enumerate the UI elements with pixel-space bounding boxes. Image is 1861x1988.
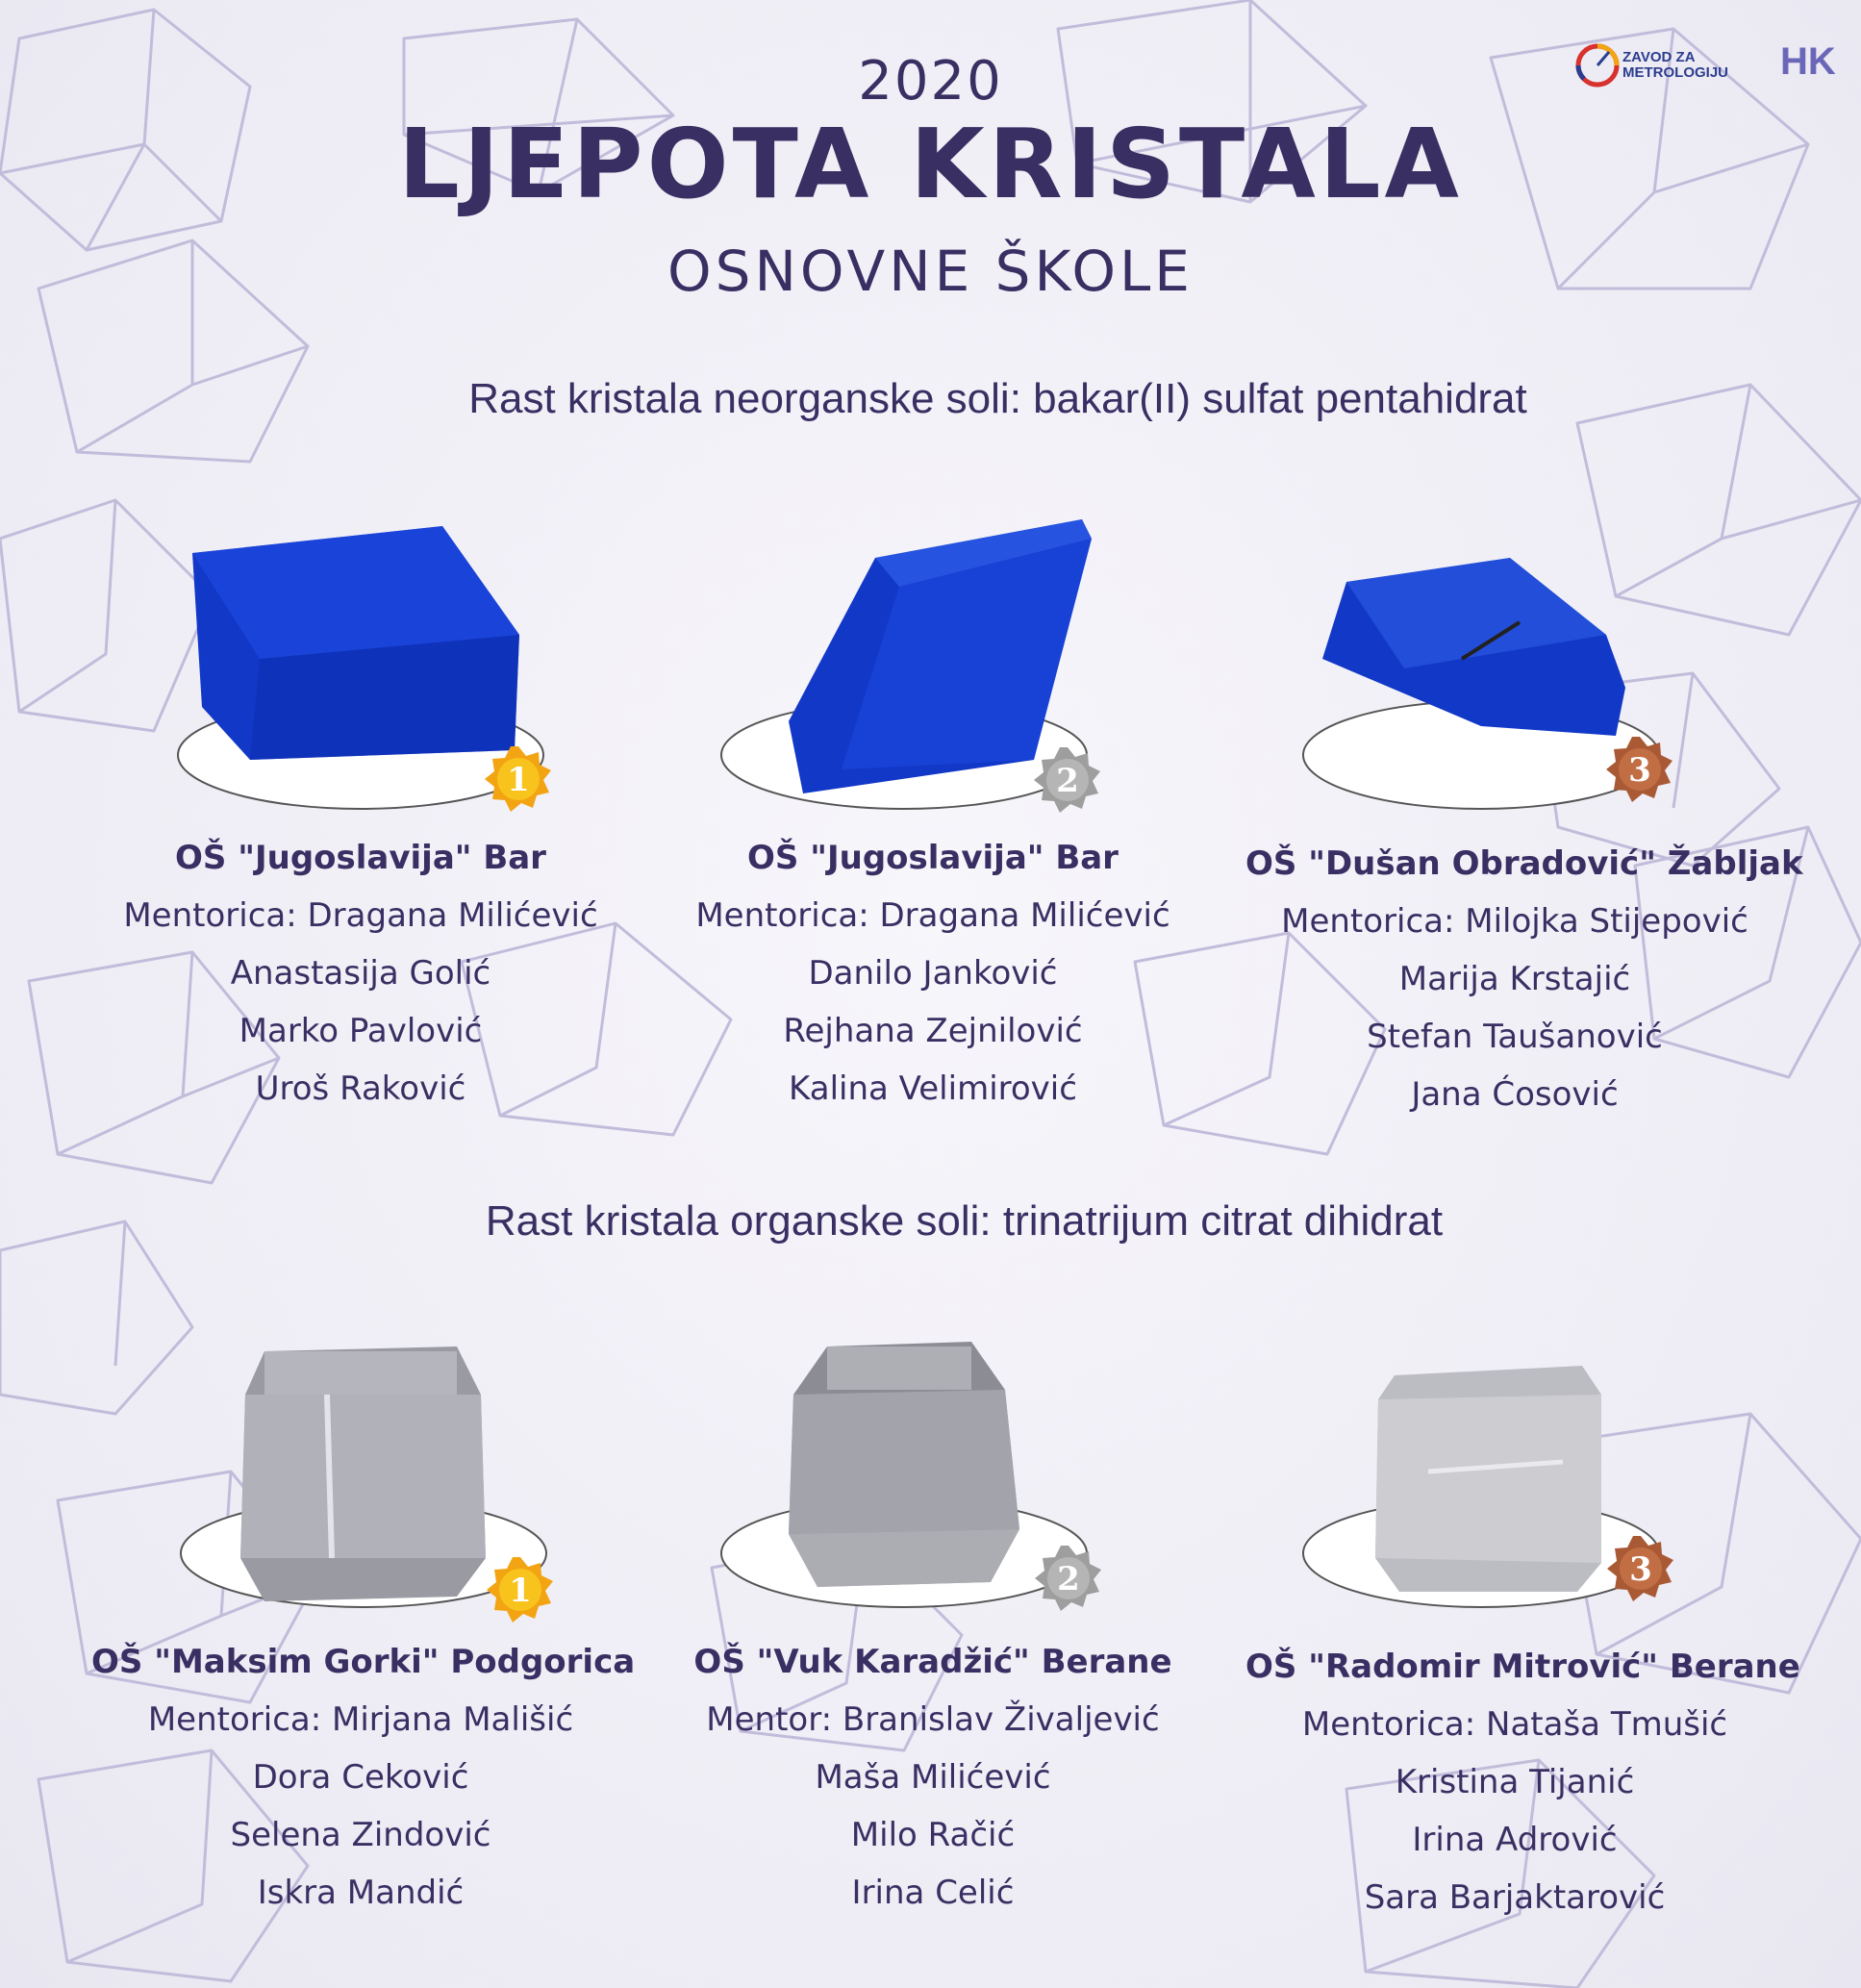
student-name: Uroš Raković: [255, 1069, 466, 1108]
student-name: Irina Adrović: [1412, 1821, 1618, 1859]
student-name: Milo Račić: [850, 1816, 1016, 1854]
mentor-name: Mentorica: Milojka Stijepović: [1281, 902, 1748, 941]
gold-medal-icon: [486, 1555, 555, 1624]
mentor-name: Mentorica: Dragana Milićević: [123, 896, 598, 935]
winner-card-3rd: [1245, 835, 1803, 1123]
student-name: Maša Milićević: [815, 1758, 1051, 1797]
medal-place-number: 1: [507, 761, 530, 799]
student-name: Iskra Mandić: [257, 1874, 465, 1912]
student-name: Kristina Tijanić: [1395, 1763, 1635, 1801]
page-subtitle: OSNOVNE ŠKOLE: [667, 239, 1194, 304]
school-name: OŠ "Dušan Obradović" Žabljak: [1245, 844, 1803, 883]
citrate-crystal-image: [236, 1337, 495, 1606]
student-name: Irina Celić: [851, 1874, 1015, 1912]
school-name: OŠ "Maksim Gorki" Podgorica: [91, 1643, 636, 1681]
sponsor-logos: [1574, 37, 1836, 96]
student-name: Danilo Janković: [808, 954, 1058, 993]
student-name: Dora Ceković: [252, 1758, 469, 1797]
school-name: OŠ "Jugoslavija" Bar: [747, 839, 1119, 877]
silver-medal-icon: [1033, 745, 1102, 815]
medal-place-number: 1: [509, 1572, 532, 1610]
winner-card-2nd: [664, 829, 1202, 1118]
mentor-name: Mentorica: Nataša Tmušić: [1301, 1705, 1728, 1744]
student-name: Selena Zindović: [230, 1816, 491, 1854]
mentor-name: Mentorica: Mirjana Mališić: [147, 1700, 574, 1739]
medal-place-number: 2: [1057, 1560, 1080, 1598]
winner-card-2nd: [664, 1633, 1202, 1922]
medal-place-number: 2: [1056, 762, 1079, 800]
student-name: Marija Krstajić: [1398, 960, 1631, 998]
student-name: Kalina Velimirović: [789, 1069, 1077, 1108]
school-name: OŠ "Vuk Karadžić" Berane: [693, 1643, 1172, 1681]
bronze-medal-icon: [1606, 1534, 1675, 1603]
year-label: 2020: [858, 50, 1003, 113]
school-name: OŠ "Radomir Mitrović" Berane: [1245, 1648, 1800, 1686]
metrology-institute-label: [1622, 50, 1728, 81]
student-name: Anastasija Golić: [230, 954, 491, 993]
student-name: Rejhana Zejnilović: [783, 1012, 1083, 1050]
bronze-medal-icon: [1605, 735, 1674, 804]
section-heading-organic: Rast kristala organske soli: trinatrijum citrat dihidrat: [485, 1197, 1444, 1245]
mentor-name: Mentor: Branislav Živaljević: [706, 1700, 1160, 1739]
section-heading-inorganic: Rast kristala neorganske soli: bakar(II) sulfat pentahidrat: [468, 375, 1527, 422]
citrate-crystal-image: [779, 1337, 1029, 1592]
student-name: Stefan Taušanović: [1367, 1018, 1663, 1056]
copper-sulfate-crystal-image: [1318, 553, 1635, 745]
winner-card-1st: [91, 1633, 636, 1922]
winner-card-3rd: [1245, 1638, 1800, 1926]
medal-place-number: 3: [1629, 1550, 1652, 1589]
metrology-institute-logo-icon: [1574, 42, 1621, 88]
silver-medal-icon: [1034, 1544, 1103, 1613]
student-name: Jana Ćosović: [1411, 1075, 1619, 1114]
student-name: Sara Barjaktarović: [1364, 1878, 1666, 1917]
mentor-name: Mentorica: Dragana Milićević: [695, 896, 1170, 935]
gold-medal-icon: [484, 744, 553, 814]
institute-label-line2: METROLOGIJU: [1622, 64, 1729, 81]
medal-place-number: 3: [1628, 751, 1651, 790]
hk-logo: HK: [1780, 40, 1836, 83]
student-name: Marko Pavlović: [239, 1012, 483, 1050]
institute-label-line1: ZAVOD ZA: [1622, 49, 1696, 65]
page-title: LJEPOTA KRISTALA: [398, 108, 1463, 220]
copper-sulfate-crystal-image: [183, 515, 529, 765]
winner-card-1st: [91, 829, 630, 1118]
citrate-crystal-image: [1371, 1356, 1611, 1597]
school-name: OŠ "Jugoslavija" Bar: [175, 839, 546, 877]
